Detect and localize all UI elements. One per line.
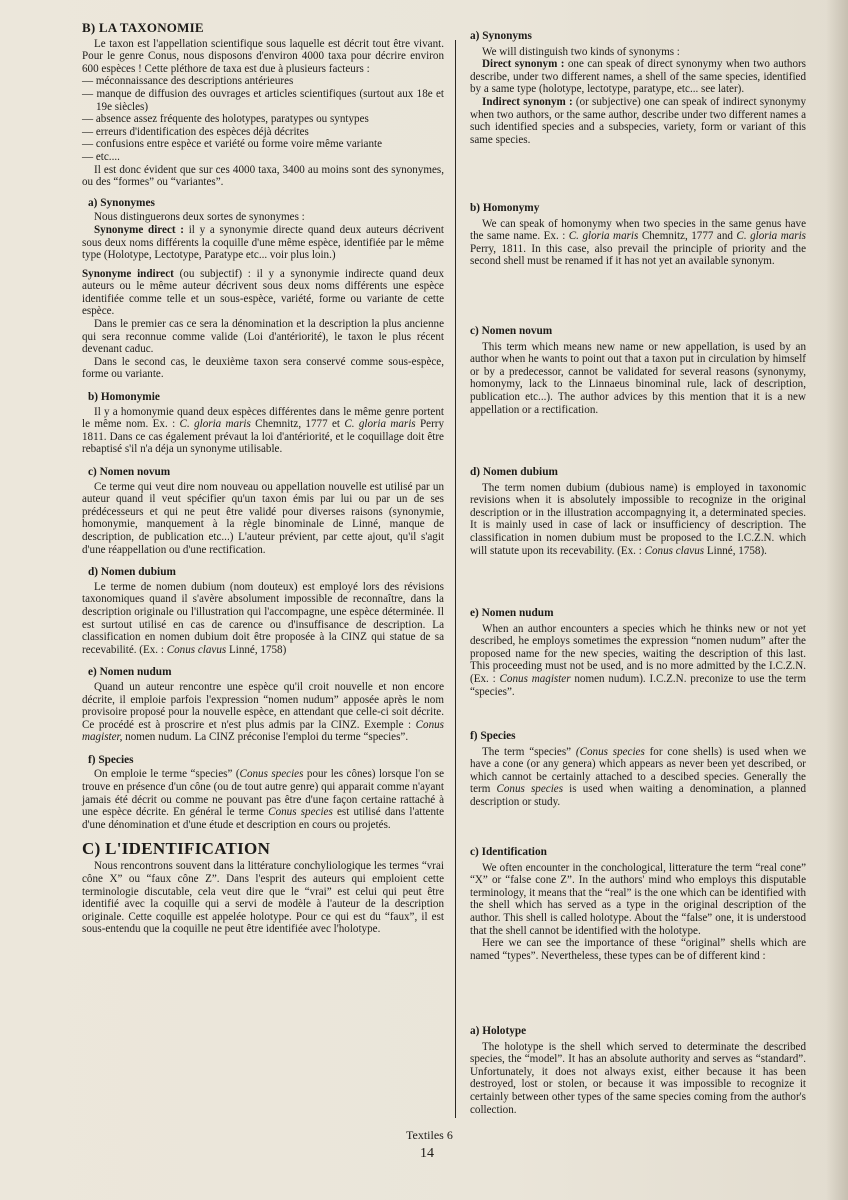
identification-paragraph: Nous rencontrons souvent dans la littérature conchyliologique les termes “vrai cône X” ou “faux cône Z”. Dans l'esprit des auteurs qui emploient cette terminologie discutable, cela veut dire que le “vrai” est celui qui peut être identifié avec la coquille qui a servi de modèle à l'auteur de la description originale. Cette coquille est appelée holotype. Pour ce qui est du “faux”, il est sous-entendu que la coquille ne peut être identifiée avec l'holotype. [82, 860, 444, 936]
heading-species: f) Species [88, 753, 134, 766]
identification-en-paragraph: We often encounter in the conchological, litterature the term “real cone” “X” or “false cone Z”. In the authors' mind who employs this disputable terminology, it means that the “real” is the one which can be identified with the shell which has served as a type in the original description of the author. This shell is called holotype. About the “false” one, it is understood that the shell cannot be identified with the holotype. [470, 861, 806, 937]
heading-species-en: f) Species [470, 730, 516, 742]
footer-label: Textiles 6 [406, 1128, 453, 1142]
nomen-nudum-paragraph [82, 681, 444, 744]
heading-holotype: a) Holotype [470, 1025, 527, 1037]
text-run: Chemnitz, 1777 et [250, 418, 345, 431]
text-run: pour les cônes) lorsque l'on se trouve en présence d'un cône (ou de tout autre genre) qui apparait comme n'ayant jamais été décrit ou comme ne pouvant pas être d'une façon certaine rattaché à une espèce décrite. En général le terme [82, 768, 444, 819]
english-species-section [470, 730, 806, 809]
text-run: Perry, 1811. In this case, also prevail the principle of priority and the second shell must be renamed if it has not yet an available synonym. [470, 242, 806, 268]
nomen-nudum-en-paragraph [470, 623, 806, 699]
text-run: Perry 1811. Dans ce cas également prévaut la loi d'antériorité, et le coquillage doit être rebaptisé s'il n'a déja un synonyme utilisable. [82, 418, 445, 456]
section-title-taxonomie: B) LA TAXONOMIE [82, 20, 204, 35]
identification-en-paragraph-2: Here we can see the importance of these “original” shells which are named “types”. Nevertheless, these types can be of different kind : [470, 937, 806, 962]
heading-nomen-nudum: e) Nomen nudum [88, 666, 172, 679]
species-name: C. gloria maris [736, 230, 806, 243]
factor-list [82, 75, 444, 163]
english-nomen-nudum-section [470, 607, 806, 698]
heading-synonyms: a) Synonyms [470, 30, 532, 42]
species-name: C. gloria maris [179, 418, 251, 431]
synonyme-direct-text: il y a synonymie directe quand deux auteurs décrivent sous deux noms différents la coquille d'une même espèce, identifiée par le même type (Holotype, Lectotype, Paratype etc... voir plus loin.) [82, 223, 444, 262]
indirect-synonym-label: Indirect synonym : [482, 95, 573, 108]
column-divider [455, 40, 456, 1118]
synonyms-intro: We will distinguish two kinds of synonyms : [482, 45, 680, 58]
heading-nomen-novum: c) Nomen novum [88, 466, 171, 478]
english-homonymy-section [470, 202, 806, 268]
list-item: — méconnaissance des descriptions antérieures [82, 75, 444, 88]
holotype-paragraph: The holotype is the shell which served to determinate the described species, the “model”. It has an absolute authority and serves as “standard”. Unfortunately, it does not always exist, either because it has been destroyed, lost or stolen, or because it was impossible to recognize it certainly between other types of the same species coming from the author's collection. [470, 1040, 806, 1116]
text-run: Linné, 1758). [704, 544, 767, 557]
nomen-novum-paragraph: Ce terme qui veut dire nom nouveau ou appellation nouvelle est utilisé par un auteur quand il veut spécifier qu'un taxon émis par lui ou par un de ses prédécesseurs et qui ne peut être validé pour diverses raisons (synonymie, homonymie, manquement à la règle binominale de Linné, manque de description, de publication etc...) L'auteur prévient, par cette ajout, qu'il s'agit d'une réappellation ou d'une rectification. [82, 480, 444, 556]
species-name: Conus clavus [166, 643, 227, 656]
heading-nomen-dubium: d) Nomen dubium [88, 566, 176, 579]
text-run: Le terme de nomen dubium (nom douteux) est employé lors des révisions taxonomiques quand il s'avère absolument impossible de reconnaître, dans la description originale ou l'illustration qui l'accompagne, une espèce déterminée. Il est surtout utilisé en cas de carence ou d'insuffisance de description. La classification en nomen dubium doit être proposée à la CINZ qui statue de sa recevabilité. (Ex. : [82, 580, 444, 656]
synonyme-indirect-text: (ou subjectif) : il y a synonymie indirecte quand deux auteurs ou le même auteur décrivent sous deux noms différents une espèce identifiée comme telle et un sous-espèce, variété, forme ou variante de cette espèce. [82, 267, 444, 318]
synonyme-direct-paragraph [82, 224, 444, 262]
direct-synonym-text: one can speak of direct synonymy when two authors describe, under two different names, a shell of the same species, identified by a same type (holotype, lectotype, paratype, etc... see later). [470, 58, 807, 96]
synonyme-indirect-paragraph [82, 268, 444, 318]
english-synonyms-section [470, 30, 806, 146]
direct-synonym-paragraph [470, 58, 806, 96]
heading-homonymy: b) Homonymy [470, 202, 540, 214]
heading-homonymie: b) Homonymie [88, 391, 160, 404]
species-paragraph [82, 768, 444, 831]
species-name: C. gloria maris [568, 230, 639, 243]
nomen-dubium-en-paragraph [470, 482, 806, 558]
text-run: nomen nudum. La CINZ préconise l'emploi du terme “species”. [122, 731, 409, 744]
list-item: — manque de diffusion des ouvrages et articles scientifiques (surtout aux 18e et 19e siècles) [82, 88, 444, 113]
species-name: Conus species [239, 768, 304, 781]
english-identification-section [470, 846, 806, 962]
list-item: — absence assez fréquente des holotypes, paratypes ou syntypes [82, 113, 444, 126]
synonymes-paragraph-4: Dans le premier cas ce sera la dénomination et la description la plus ancienne qui sera reconnue comme valide (Loi d'antériorité), le taxon le plus récent devenant caduc. [82, 318, 444, 356]
indirect-synonym-paragraph [470, 96, 806, 146]
species-en-paragraph [470, 746, 806, 809]
nomen-dubium-paragraph [82, 581, 444, 657]
species-name: Conus clavus [644, 544, 705, 557]
text-run: Quand un auteur rencontre une espèce qu'il croit nouvelle et non encore décrite, il emploie parfois l'expression “nomen nudum” apposée après le nom provisoire proposé pour la nouvelle espèce, en attendant que celle-ci soit décrite. Ce procédé est à proscrire et n'est plus admis par la CINZ. Exemple : [82, 680, 444, 731]
species-name: Conus magister [499, 672, 571, 685]
text-run: On emploie le terme “species” ( [94, 768, 240, 781]
text-run: for cone shells) is used when we have a cone (or any genera) which appears as never been yet described, or which cannot be certainly attached to a descibed species. Generally the term [470, 745, 806, 796]
taxonomie-intro: Le taxon est l'appellation scientifique sous laquelle est décrit tout être vivant. Pour le genre Conus, nous disposons d'environ 4000 taxa pour décrire environ 600 espèces ! Cette pléthore de taxa est due à plusieurs facteurs : [82, 37, 444, 75]
heading-identification-en: c) Identification [470, 846, 547, 858]
direct-synonym-label: Direct synonym : [482, 58, 565, 71]
heading-synonymes: a) Synonymes [88, 196, 155, 209]
synonymes-paragraph-5: Dans le second cas, le deuxième taxon sera conservé comme sous-espèce, forme ou variante. [82, 355, 444, 381]
section-title-identification: C) L'IDENTIFICATION [82, 839, 271, 859]
synonyme-indirect-label: Synonyme indirect [82, 267, 174, 280]
page-edge-shadow [826, 0, 848, 1200]
list-item: — erreurs d'identification des espèces déjà décrites [82, 126, 444, 139]
list-item: — confusions entre espèce et variété ou forme voire même variante [82, 138, 444, 151]
synonyme-direct-label: Synonyme direct : [94, 223, 184, 236]
nomen-novum-en-paragraph: This term which means new name or new appellation, is used by an author when he wants to point out that a taxon put in circulation by himself or by a predecessor, cannot be validated for several reasons (synonymy, homonymy, lack to the Linnaeus binominal rule, lack of description, publication etc...). The author advices by this mention that it is a new appellation or a rectification. [470, 340, 806, 416]
species-name: Conus magister, [82, 718, 444, 744]
text-run: Il y a homonymie quand deux espèces différentes dans le même genre portent le même nom. Ex. : [82, 405, 444, 431]
english-nomen-dubium-section [470, 466, 806, 557]
text-run: Chemnitz, 1777 and [638, 230, 737, 243]
page-number: 14 [420, 1146, 434, 1161]
heading-nomen-dubium-en: d) Nomen dubium [470, 466, 558, 478]
text-run: nomen nudum). I.C.Z.N. preconize to use the term “species”. [470, 672, 806, 698]
text-run: The term “species” [482, 745, 576, 758]
text-run: Linné, 1758) [226, 643, 287, 656]
homonymie-paragraph [82, 406, 444, 456]
text-run: When an author encounters a species which he thinks new or not yet described, he employs sometimes the expression “nomen nudum” after the proposed name for the new species, waiting the description of this last. This proceeding must not be used, and is no more admitted by the I.C.Z.N. (Ex. : [470, 622, 806, 685]
english-nomen-novum-section [470, 325, 806, 416]
heading-nomen-nudum-en: e) Nomen nudum [470, 607, 554, 619]
french-column [82, 22, 444, 936]
text-run: est utilisé dans l'attente d'une dénomination et d'une étude et description en cours ou projetés. [82, 806, 445, 831]
species-name: Conus species [496, 783, 564, 796]
species-name: C. gloria maris [344, 418, 416, 431]
english-holotype-section [470, 1025, 806, 1116]
text-run: The term nomen dubium (dubious name) is employed in taxonomic revisions when it is absolutely impossible to recognize in the original description or in the illustration accompagnying it, a determinated species. It is mainly used in case of lack or insufficiency of description. The classification in nomen dubium must be proposed to the I.C.Z.N. which will statute upon its recevability. (Ex. : [470, 481, 806, 557]
homonymy-paragraph [470, 218, 806, 268]
heading-nomen-novum-en: c) Nomen novum [470, 325, 553, 337]
text-run: We can speak of homonymy when two species in the same genus have the same name. Ex. : [470, 217, 806, 243]
species-name: (Conus species [575, 745, 645, 758]
species-name: Conus species [268, 806, 333, 819]
text-run: is used when waiting a denomination, a planned description or study. [470, 783, 806, 808]
synonymes-intro: Nous distinguerons deux sortes de synonymes : [94, 211, 305, 224]
indirect-synonym-text: (or subjective) one can speak of indirect synonymy when two authors, or the same author, describe under two different names a such identified species and a subspecies, variety, form or variant of this same species. [470, 95, 806, 146]
list-item: — etc.... [82, 151, 444, 164]
taxonomie-conclusion: Il est donc évident que sur ces 4000 taxa, 3400 au moins sont des synonymes, ou des “formes” ou “variantes”. [82, 163, 444, 189]
